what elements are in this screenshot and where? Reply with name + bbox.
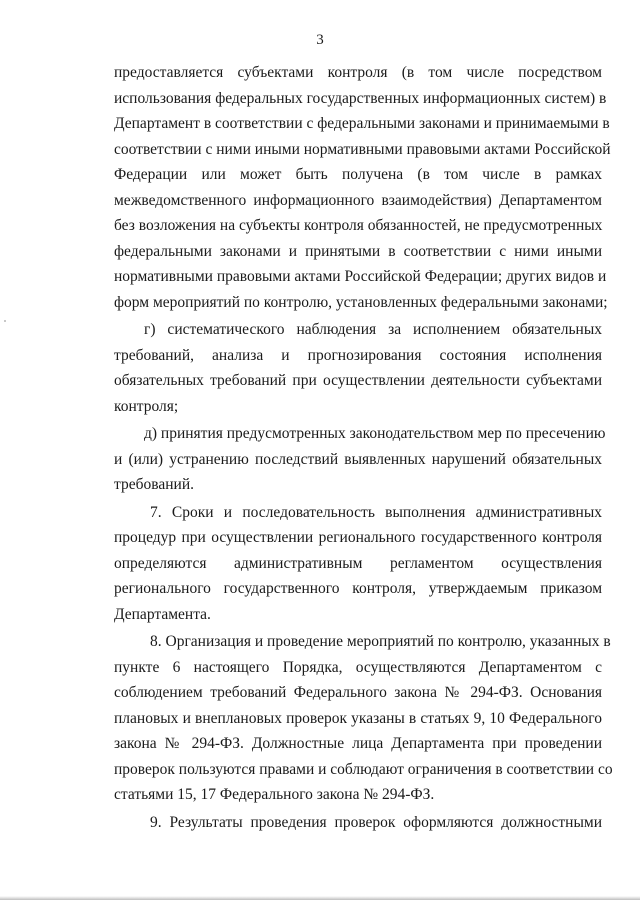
text-line: контроля; <box>114 397 179 415</box>
text-line: Департамент в соответствии с федеральными законами и принимаемыми в <box>114 115 610 132</box>
text-line: проверок пользуются правами и соблюдают ограничения в соответствии со <box>114 760 613 778</box>
paragraph-d <box>114 421 606 498</box>
text-line: межведомственного информационного взаимодействия) Департаментом <box>114 191 602 209</box>
text-line: определяются административным регламентом осуществления <box>114 554 602 572</box>
paragraph-continuation <box>114 60 611 315</box>
text-line: обязательных требований при осуществлении деятельности субъектами <box>114 372 602 389</box>
text-line: статьями 15, 17 Федерального закона № 294-ФЗ. <box>114 786 435 803</box>
paragraph-9 <box>114 810 602 836</box>
text-line: Департамента. <box>114 605 211 623</box>
paragraph-7 <box>114 500 602 628</box>
text-line: форм мероприятий по контролю, установленных федеральными законами; <box>114 293 608 311</box>
text-line: соответствии с ними иными нормативными правовыми актами Российской <box>114 140 611 158</box>
text-line: закона № 294-ФЗ. Должностные лица Департамента при проведении <box>114 735 602 752</box>
text-line: нормативными правовыми актами Российской Федерации; других видов и <box>114 268 607 285</box>
text-line: регионального государственного контроля, утверждаемым приказом <box>114 580 602 597</box>
text-line: без возложения на субъекты контроля обязанностей, не предусмотренных <box>114 217 603 234</box>
text-line: 7. Сроки и последовательность выполнения административных <box>150 503 602 521</box>
text-line: 8. Организация и проведение мероприятий по контролю, указанных в <box>150 633 611 650</box>
text-line: г) систематического наблюдения за исполнением обязательных <box>144 321 602 338</box>
paragraph-g <box>114 317 602 419</box>
text-line: д) принятия предусмотренных законодательством мер по пресечению <box>144 425 606 442</box>
text-line: использования федеральных государственных информационных систем) в <box>114 89 607 107</box>
text-line: и (или) устранению последствий выявленных нарушений обязательных <box>114 450 602 468</box>
text-line: 9. Результаты проведения проверок оформляются должностными <box>150 813 602 831</box>
page-number: 3 <box>316 32 324 48</box>
paragraph-8 <box>114 629 613 808</box>
text-line: пункте 6 настоящего Порядка, осуществляются Департаментом с <box>114 658 602 676</box>
text-line: федеральными законами и принятыми в соответствии с ними иными <box>114 242 602 260</box>
scan-artifact <box>4 320 6 322</box>
text-line: требований. <box>114 476 194 493</box>
document-body <box>114 60 613 835</box>
text-line: требований, анализа и прогнозирования состояния исполнения <box>114 346 602 364</box>
scan-bottom-edge <box>0 896 640 900</box>
text-line: процедур при осуществлении регионального государственного контроля <box>114 529 602 546</box>
text-line: предоставляется субъектами контроля (в том числе посредством <box>114 64 602 81</box>
text-line: Федерации или может быть получена (в том числе в рамках <box>114 166 602 183</box>
text-line: плановых и внеплановых проверок указаны в статьях 9, 10 Федерального <box>114 709 602 727</box>
text-line: соблюдением требований Федерального закона № 294-ФЗ. Основания <box>114 684 602 701</box>
